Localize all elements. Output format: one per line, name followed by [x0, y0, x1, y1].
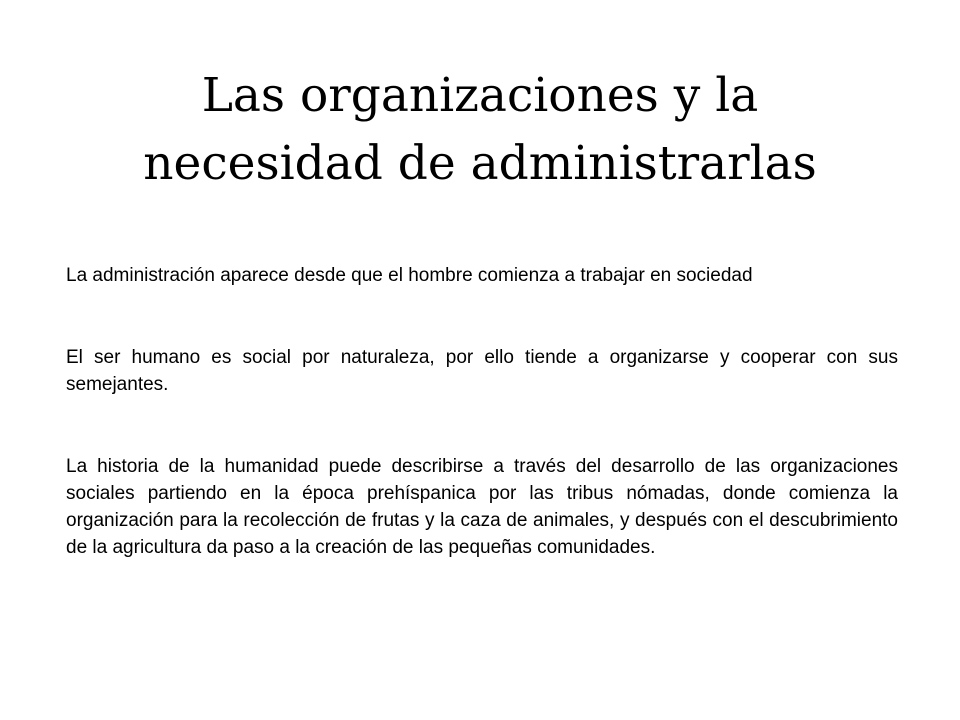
paragraph-1: La administración aparece desde que el hombre comienza a trabajar en sociedad — [66, 265, 753, 286]
paragraph-2: El ser humano es social por naturaleza, por ello tiende a organizarse y cooperar con sus semejantes. — [66, 347, 898, 395]
slide-title-line-2: necesidad de administrarlas — [143, 136, 817, 191]
slide-title — [60, 62, 900, 198]
paragraph-3: La historia de la humanidad puede describirse a través del desarrollo de las organizaciones sociales partiendo en la época prehíspanica por las tribus nómadas, donde comienza la organización para la recolección de frutas y la caza de animales, y después con el descubrimiento de la agricultura da paso a la creación de las pequeñas comunidades. — [66, 456, 898, 558]
slide-title-line-1: Las organizaciones y la — [201, 68, 759, 123]
slide-body — [66, 262, 898, 561]
